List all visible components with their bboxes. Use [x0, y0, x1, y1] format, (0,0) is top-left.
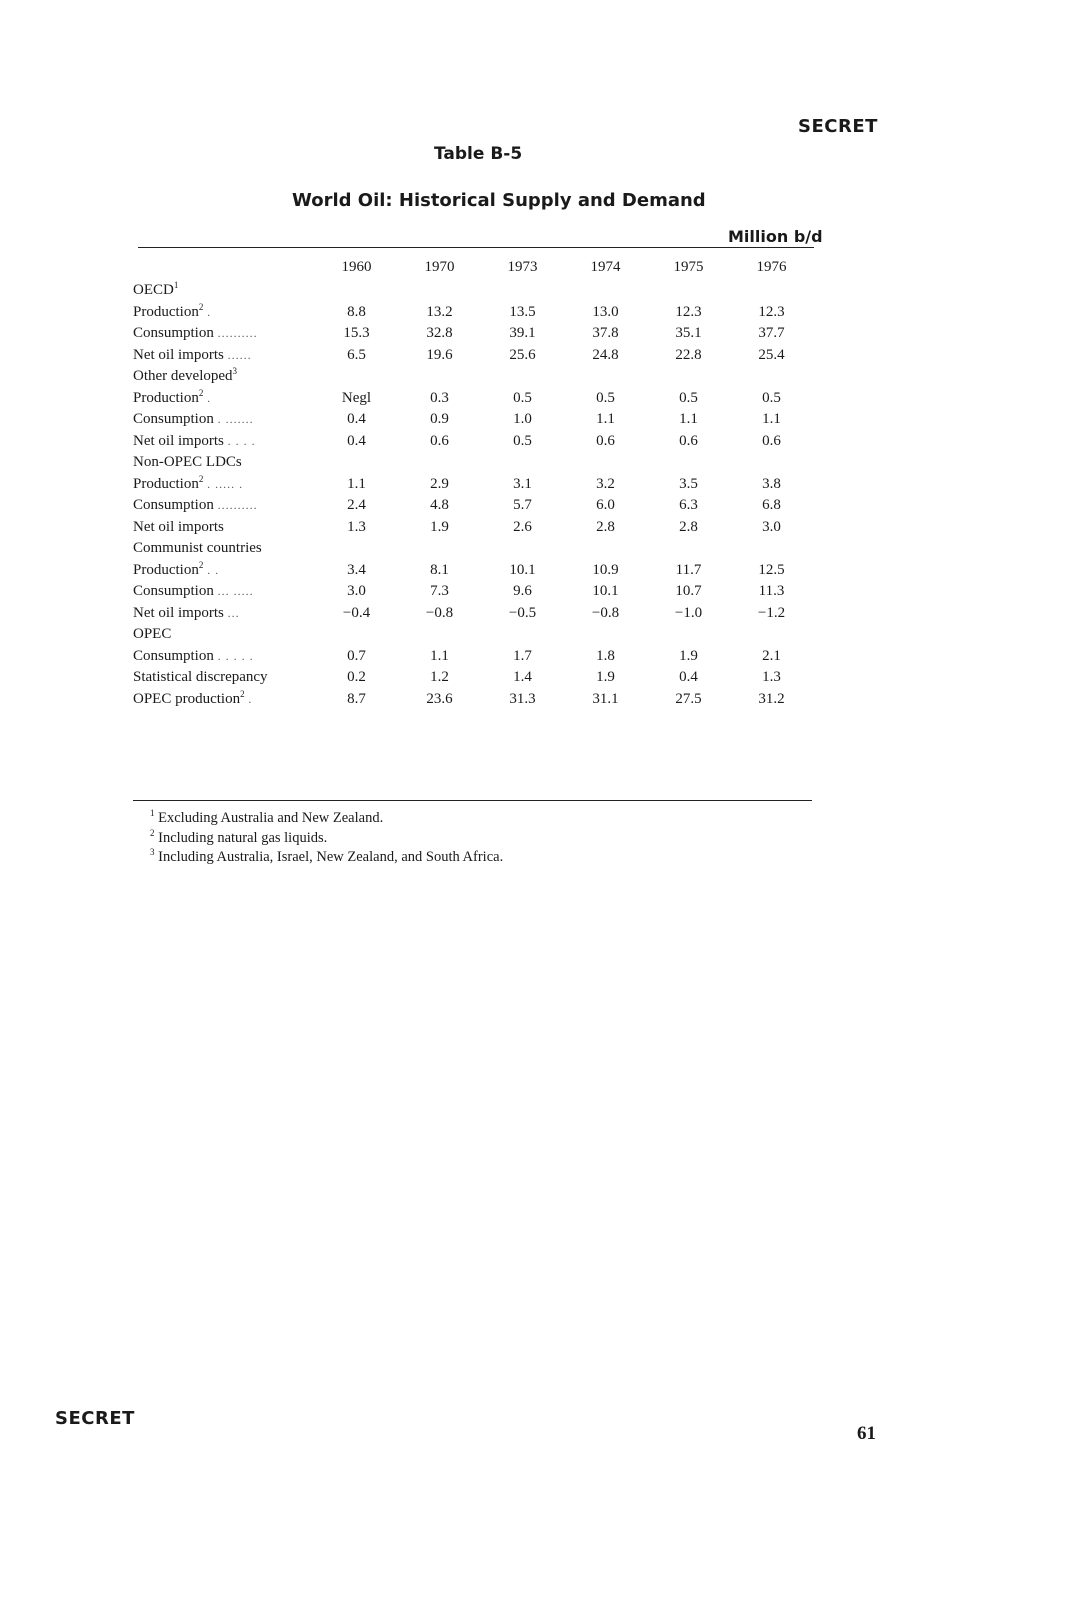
value-cell: 31.2 [758, 690, 785, 707]
group-label-text: OECD [133, 282, 174, 298]
footnote-marker: 2 [240, 688, 245, 699]
value-cell: 25.4 [758, 346, 785, 363]
row-label-text: Production [133, 475, 199, 492]
data-table [133, 256, 813, 710]
value-cell: 1.8 [596, 647, 615, 664]
footnote-marker: 1 [173, 280, 179, 290]
row-label [133, 603, 315, 625]
group-header-row [133, 624, 813, 646]
value-cell: 4.8 [430, 497, 449, 513]
row-label-text: Consumption [133, 325, 214, 341]
column-header: 1974 [590, 259, 621, 276]
table-row [133, 646, 813, 668]
value-cell: 1.9 [679, 647, 698, 664]
value-cell: 15.3 [343, 325, 370, 341]
leader-dots: . ....... [217, 412, 254, 426]
row-label-text: Statistical discrepancy [133, 669, 268, 685]
row-label [133, 646, 315, 668]
column-header: 1976 [756, 259, 787, 276]
value-cell: 6.3 [679, 497, 698, 513]
value-cell: 11.7 [675, 561, 702, 578]
group-label [133, 280, 813, 302]
value-cell: 2.6 [513, 518, 532, 535]
table-number: Table B-5 [434, 144, 523, 164]
footnote-text: Including natural gas liquids. [158, 829, 328, 846]
table-bottom-rule [133, 800, 812, 801]
footnote [150, 809, 503, 829]
value-cell: 13.5 [509, 303, 536, 320]
table-row [133, 302, 813, 324]
value-cell: 0.9 [430, 411, 449, 427]
value-cell: −0.4 [342, 604, 371, 621]
value-cell: 32.8 [426, 325, 453, 341]
table-row [133, 388, 813, 410]
value-cell: −0.8 [591, 604, 620, 621]
page-number: 61 [857, 1423, 876, 1444]
value-cell: 12.3 [675, 303, 702, 320]
value-cell: 1.1 [679, 411, 698, 427]
group-header-row [133, 538, 813, 560]
group-label-text: Non-OPEC LDCs [133, 454, 242, 470]
row-label-text: Consumption [133, 411, 214, 427]
value-cell: 10.1 [509, 561, 536, 578]
value-cell: 3.5 [679, 475, 698, 492]
value-cell: 2.8 [679, 518, 698, 535]
value-cell: 22.8 [675, 346, 702, 363]
value-cell: 3.2 [596, 475, 615, 492]
value-cell: 1.1 [762, 411, 781, 427]
value-cell: 10.1 [592, 583, 619, 599]
value-cell: 0.6 [430, 432, 449, 449]
value-cell: 10.7 [675, 583, 702, 599]
leader-dots: . . [207, 562, 220, 577]
value-cell: 0.6 [679, 432, 698, 449]
leader-dots: . [248, 691, 253, 706]
value-cell: 6.5 [347, 346, 366, 363]
footnote-marker: 2 [198, 559, 204, 570]
column-header: 1960 [341, 259, 372, 276]
value-cell: 2.4 [347, 497, 366, 513]
value-cell: 24.8 [592, 346, 619, 363]
row-label-text: Net oil imports [133, 604, 224, 621]
footnote-marker: 2 [198, 473, 204, 484]
value-cell: 0.6 [762, 432, 781, 449]
group-header-row [133, 452, 813, 474]
table-row [133, 517, 813, 539]
leader-dots: . . . . . [217, 648, 254, 663]
row-label-text: Consumption [133, 583, 214, 599]
value-cell: 0.5 [513, 389, 532, 406]
value-cell: 1.9 [430, 518, 449, 535]
row-label [133, 431, 315, 453]
row-label [133, 345, 315, 367]
value-cell: 37.8 [592, 325, 619, 341]
value-cell: 3.0 [762, 518, 781, 535]
classification-marking-bottom: SECRET [55, 1408, 135, 1429]
row-label [133, 560, 315, 582]
group-label [133, 538, 813, 560]
group-label [133, 452, 813, 474]
value-cell: 39.1 [509, 325, 536, 341]
value-cell: 0.4 [679, 669, 698, 685]
table-row [133, 581, 813, 603]
value-cell: 0.2 [347, 669, 366, 685]
value-cell: 27.5 [675, 690, 702, 707]
value-cell: 0.5 [513, 432, 532, 449]
footnote-marker: 2 [150, 827, 155, 838]
value-cell: 31.3 [509, 690, 536, 707]
column-header: 1975 [673, 259, 704, 276]
group-label [133, 624, 813, 646]
value-cell: 1.0 [513, 411, 532, 427]
group-label-text: OPEC [133, 626, 172, 642]
row-label-text: OPEC production [133, 690, 241, 707]
value-cell: 0.3 [430, 389, 449, 406]
value-cell: 3.0 [347, 583, 366, 599]
opec-production-row [133, 689, 813, 711]
value-cell: 1.7 [513, 647, 532, 664]
value-cell: 12.5 [758, 561, 785, 578]
group-label [133, 366, 813, 388]
value-cell: 0.5 [679, 389, 698, 406]
value-cell: 9.6 [513, 583, 532, 599]
value-cell: 6.0 [596, 497, 615, 513]
row-label-text: Consumption [133, 497, 214, 513]
footnote-marker: 3 [232, 366, 238, 376]
row-label [133, 388, 315, 410]
value-cell: 8.1 [430, 561, 449, 578]
table-row [133, 474, 813, 496]
value-cell: 1.1 [596, 411, 615, 427]
value-cell: Negl [341, 389, 372, 406]
table-row [133, 409, 813, 431]
value-cell: 11.3 [758, 583, 785, 599]
value-cell: 2.1 [762, 647, 781, 664]
value-cell: 8.8 [347, 303, 366, 320]
column-header: 1973 [507, 259, 538, 276]
header-label-cell [133, 256, 315, 280]
table-title: World Oil: Historical Supply and Demand [292, 190, 706, 211]
row-label [133, 409, 315, 431]
row-label-text: Net oil imports [133, 432, 224, 449]
footnotes [150, 809, 503, 868]
value-cell: −0.5 [508, 604, 537, 621]
value-cell: 19.6 [426, 346, 453, 363]
row-label [133, 495, 315, 517]
value-cell: 35.1 [675, 325, 702, 341]
leader-dots: . [207, 390, 212, 405]
table-row [133, 345, 813, 367]
row-label-text: Production [133, 561, 199, 578]
row-label-text: Production [133, 389, 199, 406]
footnote-marker: 3 [150, 847, 155, 858]
footnote-text: Including Australia, Israel, New Zealand, and South Africa. [158, 849, 504, 865]
value-cell: 2.9 [430, 475, 449, 492]
value-cell: 37.7 [758, 325, 785, 341]
value-cell: 7.3 [430, 583, 449, 599]
footnote [150, 829, 503, 849]
table-body [133, 280, 813, 710]
table-row [133, 323, 813, 345]
row-label-text: Net oil imports [133, 346, 224, 363]
value-cell: 31.1 [592, 690, 619, 707]
leader-dots: ... [227, 605, 240, 620]
value-cell: 1.4 [513, 669, 532, 685]
group-label-text: Other developed [133, 368, 233, 384]
row-label [133, 323, 315, 345]
value-cell: 1.9 [596, 669, 615, 685]
value-cell: 13.0 [592, 303, 619, 320]
table-row [133, 603, 813, 625]
leader-dots: . [207, 304, 212, 319]
row-label-text: Net oil imports [133, 518, 224, 535]
value-cell: −1.2 [757, 604, 786, 621]
value-cell: 3.1 [513, 475, 532, 492]
value-cell: 0.4 [347, 432, 366, 449]
group-label-text: Communist countries [133, 540, 262, 556]
footnote-marker: 2 [198, 387, 204, 398]
group-header-row [133, 366, 813, 388]
leader-dots: .......... [217, 326, 258, 340]
table-top-rule [138, 247, 814, 248]
leader-dots: . ..... . [207, 476, 244, 491]
value-cell: 2.8 [596, 518, 615, 535]
row-label [133, 474, 315, 496]
value-cell: 3.4 [347, 561, 366, 578]
value-cell: 6.8 [762, 497, 781, 513]
value-cell: 0.5 [596, 389, 615, 406]
value-cell: 25.6 [509, 346, 536, 363]
footnote-text: Excluding Australia and New Zealand. [158, 810, 384, 826]
row-label [133, 581, 315, 603]
value-cell: −0.8 [425, 604, 454, 621]
value-cell: 1.1 [430, 647, 449, 664]
row-label [133, 302, 315, 324]
value-cell: 0.5 [762, 389, 781, 406]
table-row [133, 431, 813, 453]
value-cell: 13.2 [426, 303, 453, 320]
value-cell: 1.1 [347, 475, 366, 492]
column-header: 1970 [424, 259, 455, 276]
leader-dots: ... ..... [217, 584, 254, 598]
header-row [133, 256, 813, 280]
group-header-row [133, 280, 813, 302]
value-cell: 0.7 [347, 647, 366, 664]
value-cell: 8.7 [347, 690, 366, 707]
value-cell: 10.9 [592, 561, 619, 578]
row-label-text: Production [133, 303, 199, 320]
footnote-marker: 1 [150, 808, 155, 819]
statistical-discrepancy-row [133, 667, 813, 689]
row-label [133, 689, 315, 711]
value-cell: −1.0 [674, 604, 703, 621]
leader-dots: . . . . [227, 433, 256, 448]
value-cell: 3.8 [762, 475, 781, 492]
value-cell: 1.2 [430, 669, 449, 685]
value-cell: 1.3 [762, 669, 781, 685]
row-label-text: Consumption [133, 647, 214, 664]
value-cell: 12.3 [758, 303, 785, 320]
value-cell: 0.6 [596, 432, 615, 449]
classification-marking-top: SECRET [798, 116, 878, 137]
value-cell: 0.4 [347, 411, 366, 427]
table-row [133, 495, 813, 517]
value-cell: 1.3 [347, 518, 366, 535]
value-cell: 5.7 [513, 497, 532, 513]
value-cell: 23.6 [426, 690, 453, 707]
leader-dots: .......... [217, 498, 258, 512]
footnote [150, 848, 503, 868]
units-label: Million b/d [728, 227, 823, 246]
row-label [133, 517, 315, 539]
row-label [133, 667, 315, 689]
leader-dots: ...... [227, 347, 252, 362]
footnote-marker: 2 [198, 301, 204, 312]
table-row [133, 560, 813, 582]
